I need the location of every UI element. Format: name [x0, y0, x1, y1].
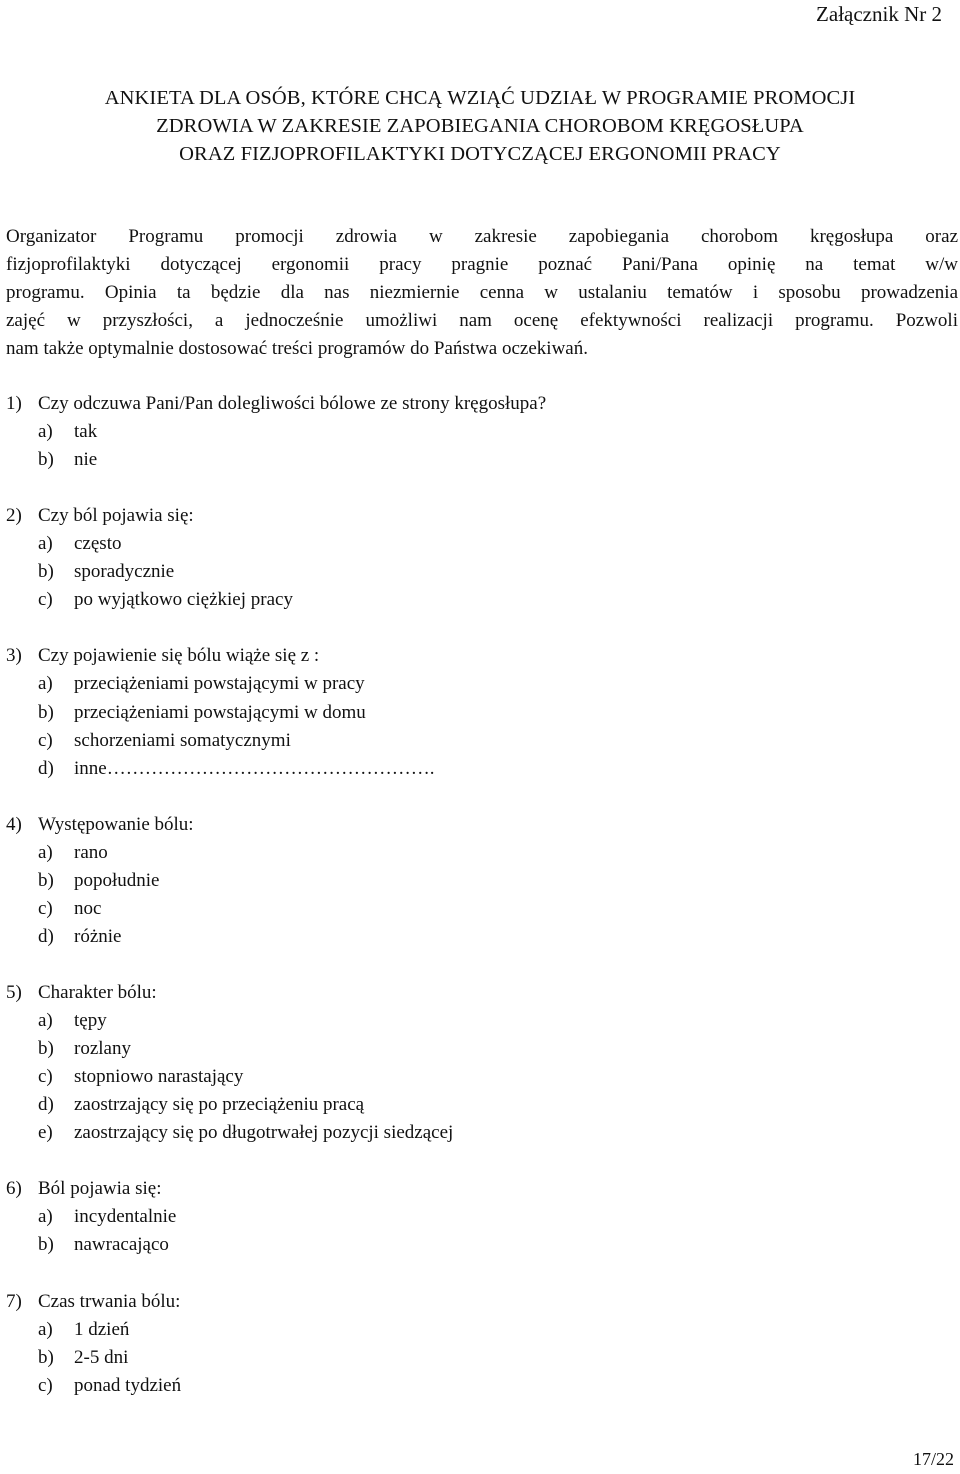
- question-list: [6, 390, 546, 1428]
- intro-line: nam także optymalnie dostosować treści programów do Państwa oczekiwań.: [6, 338, 588, 359]
- title-line: ANKIETA DLA OSÓB, KTÓRE CHCĄ WZIĄĆ UDZIAŁ W PROGRAMIE PROMOCJI: [104, 87, 856, 109]
- answer-option[interactable]: [6, 839, 546, 867]
- question-number: 1): [6, 393, 22, 414]
- option-letter: a): [38, 1206, 53, 1228]
- question-label: Czy pojawienie się bólu wiąże się z :: [38, 645, 320, 667]
- question-number: 5): [6, 981, 22, 1003]
- question-text: [6, 642, 546, 670]
- option-letter: b): [38, 701, 54, 723]
- option-letter: b): [38, 1038, 54, 1060]
- question-block: [6, 642, 546, 782]
- answer-option[interactable]: [6, 1119, 546, 1147]
- option-text: popołudnie: [74, 869, 160, 891]
- question-label: Czy ból pojawia się:: [38, 505, 194, 527]
- question-number: 7): [6, 1290, 22, 1312]
- option-letter: b): [38, 1234, 54, 1256]
- option-letter: a): [38, 1318, 53, 1340]
- question-number: 2): [6, 505, 22, 527]
- option-text: różnie: [74, 925, 122, 947]
- option-letter: a): [38, 841, 53, 863]
- option-letter: b): [38, 561, 54, 583]
- option-text: schorzeniami somatycznymi: [74, 729, 291, 751]
- page-number: 17/22: [912, 1449, 954, 1469]
- answer-option[interactable]: [6, 586, 546, 614]
- intro-line: programu. Opinia ta będzie dla nas niezmiernie cenna w ustalaniu tematów i sposobu prowadzenia: [6, 282, 958, 303]
- question-block: [6, 811, 546, 951]
- answer-option[interactable]: [6, 1231, 546, 1259]
- question-label: Ból pojawia się:: [38, 1178, 162, 1200]
- answer-option[interactable]: [6, 418, 546, 446]
- option-text: zaostrzający się po przeciążeniu pracą: [74, 1094, 365, 1116]
- document-title: [0, 84, 960, 168]
- question-block: [6, 1175, 546, 1259]
- question-text: [6, 502, 546, 530]
- option-letter: a): [38, 421, 53, 443]
- option-letter: c): [38, 589, 53, 611]
- option-text: nawracająco: [74, 1234, 169, 1256]
- attachment-label: Załącznik Nr 2: [816, 2, 942, 26]
- option-text: tak: [74, 421, 98, 443]
- option-text: incydentalnie: [74, 1206, 177, 1228]
- option-text: ponad tydzień: [74, 1374, 182, 1396]
- question-number: 6): [6, 1178, 22, 1200]
- question-block: [6, 979, 546, 1147]
- option-letter: a): [38, 533, 53, 555]
- option-text: rozlany: [74, 1038, 131, 1060]
- option-text: 1 dzień: [74, 1318, 130, 1340]
- question-text: [6, 811, 546, 839]
- option-text: noc: [74, 897, 102, 919]
- question-text: [6, 1175, 546, 1203]
- question-number: 4): [6, 813, 22, 835]
- title-line: ORAZ FIZJOPROFILAKTYKI DOTYCZĄCEJ ERGONOMII PRACY: [179, 143, 781, 165]
- question-label: Występowanie bólu:: [38, 813, 194, 835]
- option-text: często: [74, 533, 122, 555]
- question-number: 3): [6, 645, 22, 667]
- option-letter: b): [38, 1346, 54, 1368]
- option-text: po wyjątkowo ciężkiej pracy: [74, 589, 293, 611]
- option-text: zaostrzający się po długotrwałej pozycji siedzącej: [74, 1122, 454, 1144]
- option-text: rano: [74, 841, 108, 863]
- answer-option[interactable]: [6, 1372, 546, 1400]
- option-text: przeciążeniami powstającymi w pracy: [74, 673, 365, 695]
- answer-option[interactable]: [6, 530, 546, 558]
- option-text: nie: [74, 449, 98, 471]
- option-letter: c): [38, 1374, 53, 1396]
- answer-option[interactable]: [6, 867, 546, 895]
- option-letter: b): [38, 449, 54, 471]
- answer-option[interactable]: [6, 1344, 546, 1372]
- question-text: [6, 390, 546, 418]
- option-text: 2-5 dni: [74, 1346, 129, 1368]
- option-text: sporadycznie: [74, 561, 175, 583]
- answer-option[interactable]: [6, 670, 546, 698]
- option-letter: d): [38, 925, 54, 947]
- option-letter: c): [38, 1066, 53, 1088]
- intro-paragraph: [6, 223, 958, 363]
- option-letter: c): [38, 729, 53, 751]
- option-text: przeciążeniami powstającymi w domu: [74, 701, 366, 723]
- question-label: Charakter bólu:: [38, 981, 157, 1003]
- option-text: stopniowo narastający: [74, 1066, 244, 1088]
- answer-option[interactable]: [6, 1007, 546, 1035]
- intro-line: Organizator Programu promocji zdrowia w zakresie zapobiegania chorobom kręgosłupa oraz: [6, 226, 958, 247]
- question-label: Czas trwania bólu:: [38, 1290, 181, 1312]
- answer-option[interactable]: [6, 895, 546, 923]
- option-letter: a): [38, 673, 53, 695]
- option-letter: a): [38, 1010, 53, 1032]
- option-text: inne…………………………………………….: [74, 757, 435, 779]
- question-block: [6, 390, 546, 474]
- answer-option[interactable]: [6, 558, 546, 586]
- answer-option[interactable]: [6, 699, 546, 727]
- question-block: [6, 502, 546, 614]
- option-letter: d): [38, 757, 54, 779]
- answer-option[interactable]: [6, 1063, 546, 1091]
- question-text: [6, 979, 546, 1007]
- answer-option[interactable]: [6, 923, 546, 951]
- title-line: ZDROWIA W ZAKRESIE ZAPOBIEGANIA CHOROBOM KRĘGOSŁUPA: [156, 115, 804, 137]
- intro-line: fizjoprofilaktyki dotyczącej ergonomii pracy pragnie poznać Pani/Pana opinię na temat w/w: [6, 254, 958, 275]
- answer-option[interactable]: [6, 1035, 546, 1063]
- option-letter: d): [38, 1094, 54, 1116]
- answer-option[interactable]: [6, 1091, 546, 1119]
- option-letter: e): [38, 1122, 53, 1144]
- answer-option[interactable]: [6, 727, 546, 755]
- question-text: [6, 1288, 546, 1316]
- question-block: [6, 1288, 546, 1400]
- question-label: Czy odczuwa Pani/Pan dolegliwości bólowe ze strony kręgosłupa?: [38, 393, 547, 414]
- answer-option[interactable]: [6, 755, 546, 783]
- answer-option[interactable]: [6, 1203, 546, 1231]
- option-letter: c): [38, 897, 53, 919]
- option-letter: b): [38, 869, 54, 891]
- intro-line: zajęć w przyszłości, a jednocześnie umożliwi nam ocenę efektywności realizacji programu. Pozwoli: [6, 310, 958, 331]
- answer-option[interactable]: [6, 446, 546, 474]
- option-text: tępy: [74, 1010, 107, 1032]
- answer-option[interactable]: [6, 1316, 546, 1344]
